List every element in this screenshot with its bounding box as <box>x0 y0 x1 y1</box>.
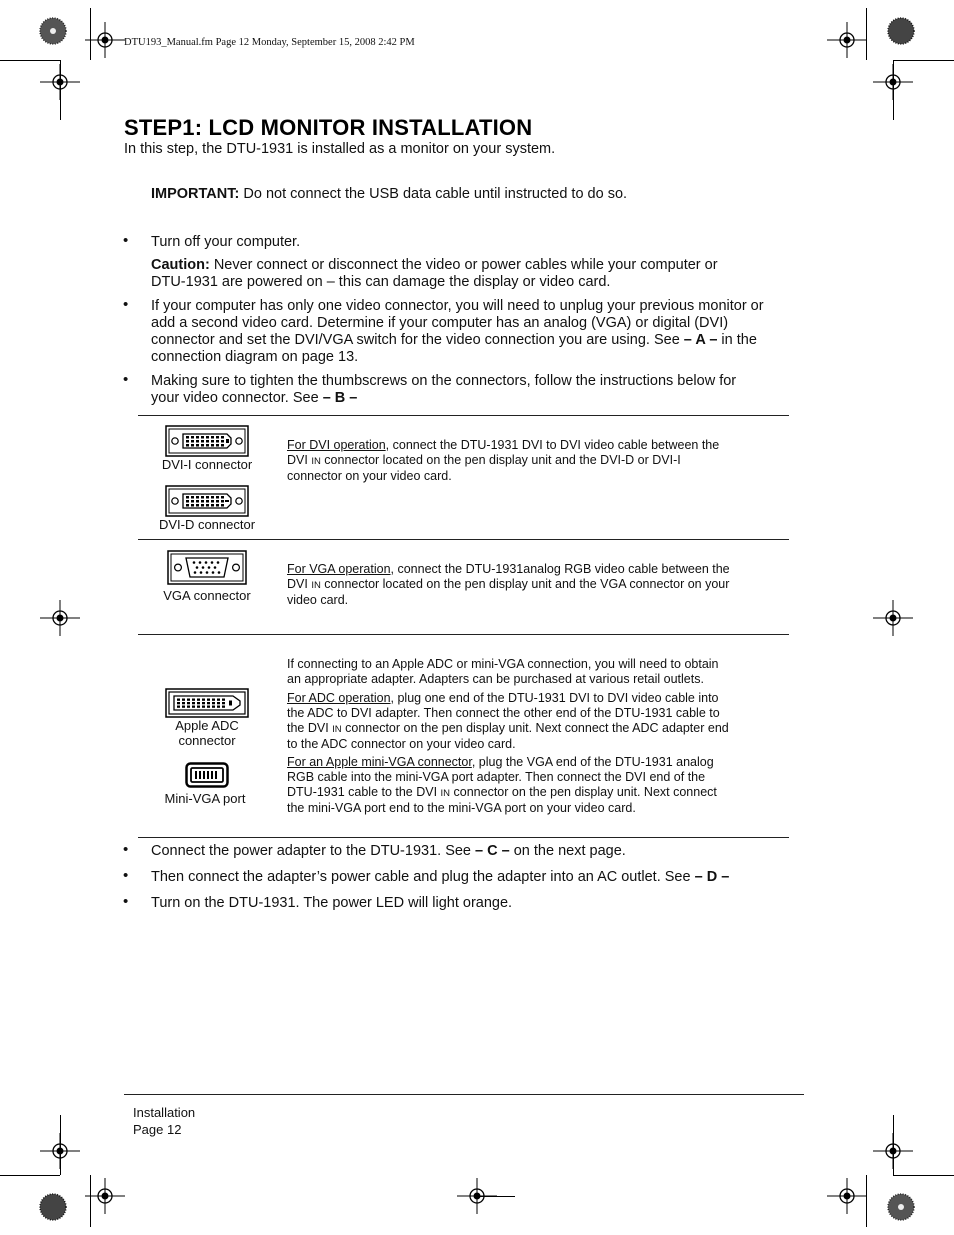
ref-a: – A – <box>683 332 718 348</box>
caution-note: Caution: Never connect or disconnect the video or power cables while your computer or DTU-1931 are powered on – this can damage the display or video card. <box>151 257 718 290</box>
bullet-ac-outlet: Then connect the adapter’s power cable and plug the adapter into an AC outlet. See – D – <box>151 869 730 885</box>
important-label: IMPORTANT: <box>151 186 240 202</box>
dvi-d-caption: DVI-D connector <box>158 517 256 532</box>
crop-mark-icon <box>0 1175 60 1176</box>
bullet-marker: • <box>123 867 129 884</box>
apple-adc-connector-icon <box>165 688 249 718</box>
registration-mark-icon <box>475 1196 515 1197</box>
ref-b: – B – <box>322 390 358 406</box>
registration-mark-icon <box>40 1133 80 1169</box>
vga-caption: VGA connector <box>163 588 251 603</box>
adc-instructions: For ADC operation, plug one end of the DTU-1931 DVI to DVI video cable into the ADC to DVI adapter. Then connect the other end of the DTU-1931 cable to the DVI IN connector on the pen display unit. Next connect the ADC adapter end to the ADC connector on your video card. <box>287 691 729 751</box>
vga-connector-icon <box>167 550 247 585</box>
footer-page-number: Page 12 <box>133 1122 182 1137</box>
starburst-mark-icon <box>886 16 916 46</box>
bullet-marker: • <box>123 893 129 910</box>
dvi-i-caption: DVI-I connector <box>161 457 253 472</box>
adc-caption: Apple ADC connector <box>175 718 239 748</box>
registration-mark-icon <box>873 64 913 100</box>
crop-mark-icon <box>893 1175 954 1176</box>
registration-mark-icon <box>827 22 867 58</box>
registration-mark-icon <box>40 64 80 100</box>
table-rule <box>138 634 789 635</box>
footer-rule <box>124 1094 804 1095</box>
registration-mark-icon <box>85 22 125 58</box>
caution-label: Caution: <box>151 257 210 273</box>
dvi-i-connector-icon <box>165 425 249 457</box>
starburst-mark-icon <box>886 1192 916 1222</box>
important-text: Do not connect the USB data cable until instructed to do so. <box>243 186 628 202</box>
mini-vga-heading: For an Apple mini-VGA connector <box>287 755 472 769</box>
dvi-operation-heading: For DVI operation <box>287 438 386 452</box>
starburst-mark-icon <box>38 1192 68 1222</box>
registration-mark-icon <box>827 1178 867 1214</box>
bullet-marker: • <box>123 296 129 313</box>
mini-vga-caption: Mini-VGA port <box>164 791 246 806</box>
bullet-marker: • <box>123 841 129 858</box>
intro-text: In this step, the DTU-1931 is installed as a monitor on your system. <box>124 141 556 157</box>
important-note <box>151 186 627 203</box>
footer-section: Installation <box>133 1105 196 1120</box>
bullet-marker: • <box>123 232 129 249</box>
bullet-turn-on: Turn on the DTU-1931. The power LED will light orange. <box>151 895 513 911</box>
table-rule <box>138 837 789 838</box>
registration-mark-icon <box>873 1133 913 1169</box>
dvi-d-connector-icon <box>165 485 249 517</box>
ref-c: – C – <box>475 843 510 859</box>
vga-operation-heading: For VGA operation <box>287 562 391 576</box>
crop-mark-icon <box>893 60 954 61</box>
dvi-instructions: For DVI operation, connect the DTU-1931 DVI to DVI video cable between the DVI IN connector located on the pen display unit and the DVI-D or DVI-I connector on your video card. <box>287 438 720 483</box>
page-title: STEP1: LCD MONITOR INSTALLATION <box>124 115 533 140</box>
adc-operation-heading: For ADC operation <box>287 691 391 705</box>
file-header-note: DTU193_Manual.fm Page 12 Monday, September 15, 2008 2:42 PM <box>124 37 415 48</box>
crop-mark-icon <box>0 60 60 61</box>
starburst-mark-icon <box>38 16 68 46</box>
table-rule <box>138 539 789 540</box>
bullet-power-adapter: Connect the power adapter to the DTU-1931. See – C – on the next page. <box>151 843 626 859</box>
bullet-marker: • <box>123 371 129 388</box>
ref-d: – D – <box>694 869 730 885</box>
bullet-video-connector: If your computer has only one video connector, you will need to unplug your previous monitor or add a second video card. Determine if your computer has an analog (VGA) or digital (DVI) connector and set the DVI/VGA switch for the video connection you are using. See – A – in the connection diagram on page 13. <box>151 298 764 365</box>
registration-mark-icon <box>40 600 80 636</box>
apple-intro: If connecting to an Apple ADC or mini-VGA connection, you will need to obtain an appropriate adapter. Adapters can be purchased at various retail outlets. <box>287 657 719 686</box>
mini-vga-port-icon <box>185 762 229 788</box>
registration-mark-icon <box>873 600 913 636</box>
table-rule <box>138 415 789 416</box>
vga-instructions: For VGA operation, connect the DTU-1931analog RGB video cable between the DVI IN connector located on the pen display unit and the VGA connector on your video card. <box>287 562 730 607</box>
registration-mark-icon <box>85 1178 125 1214</box>
bullet-turn-off: Turn off your computer. <box>151 234 301 250</box>
bullet-thumbscrews: Making sure to tighten the thumbscrews on the connectors, follow the instructions below for your video connector. See – B – <box>151 373 737 406</box>
mini-vga-instructions: For an Apple mini-VGA connector, plug the VGA end of the DTU-1931 analog RGB cable into the mini-VGA port adapter. Then connect the DVI end of the DTU-1931 cable to the DVI IN connector on the pen display unit. Next connect the mini-VGA port end to the mini-VGA port on your video card. <box>287 755 717 815</box>
